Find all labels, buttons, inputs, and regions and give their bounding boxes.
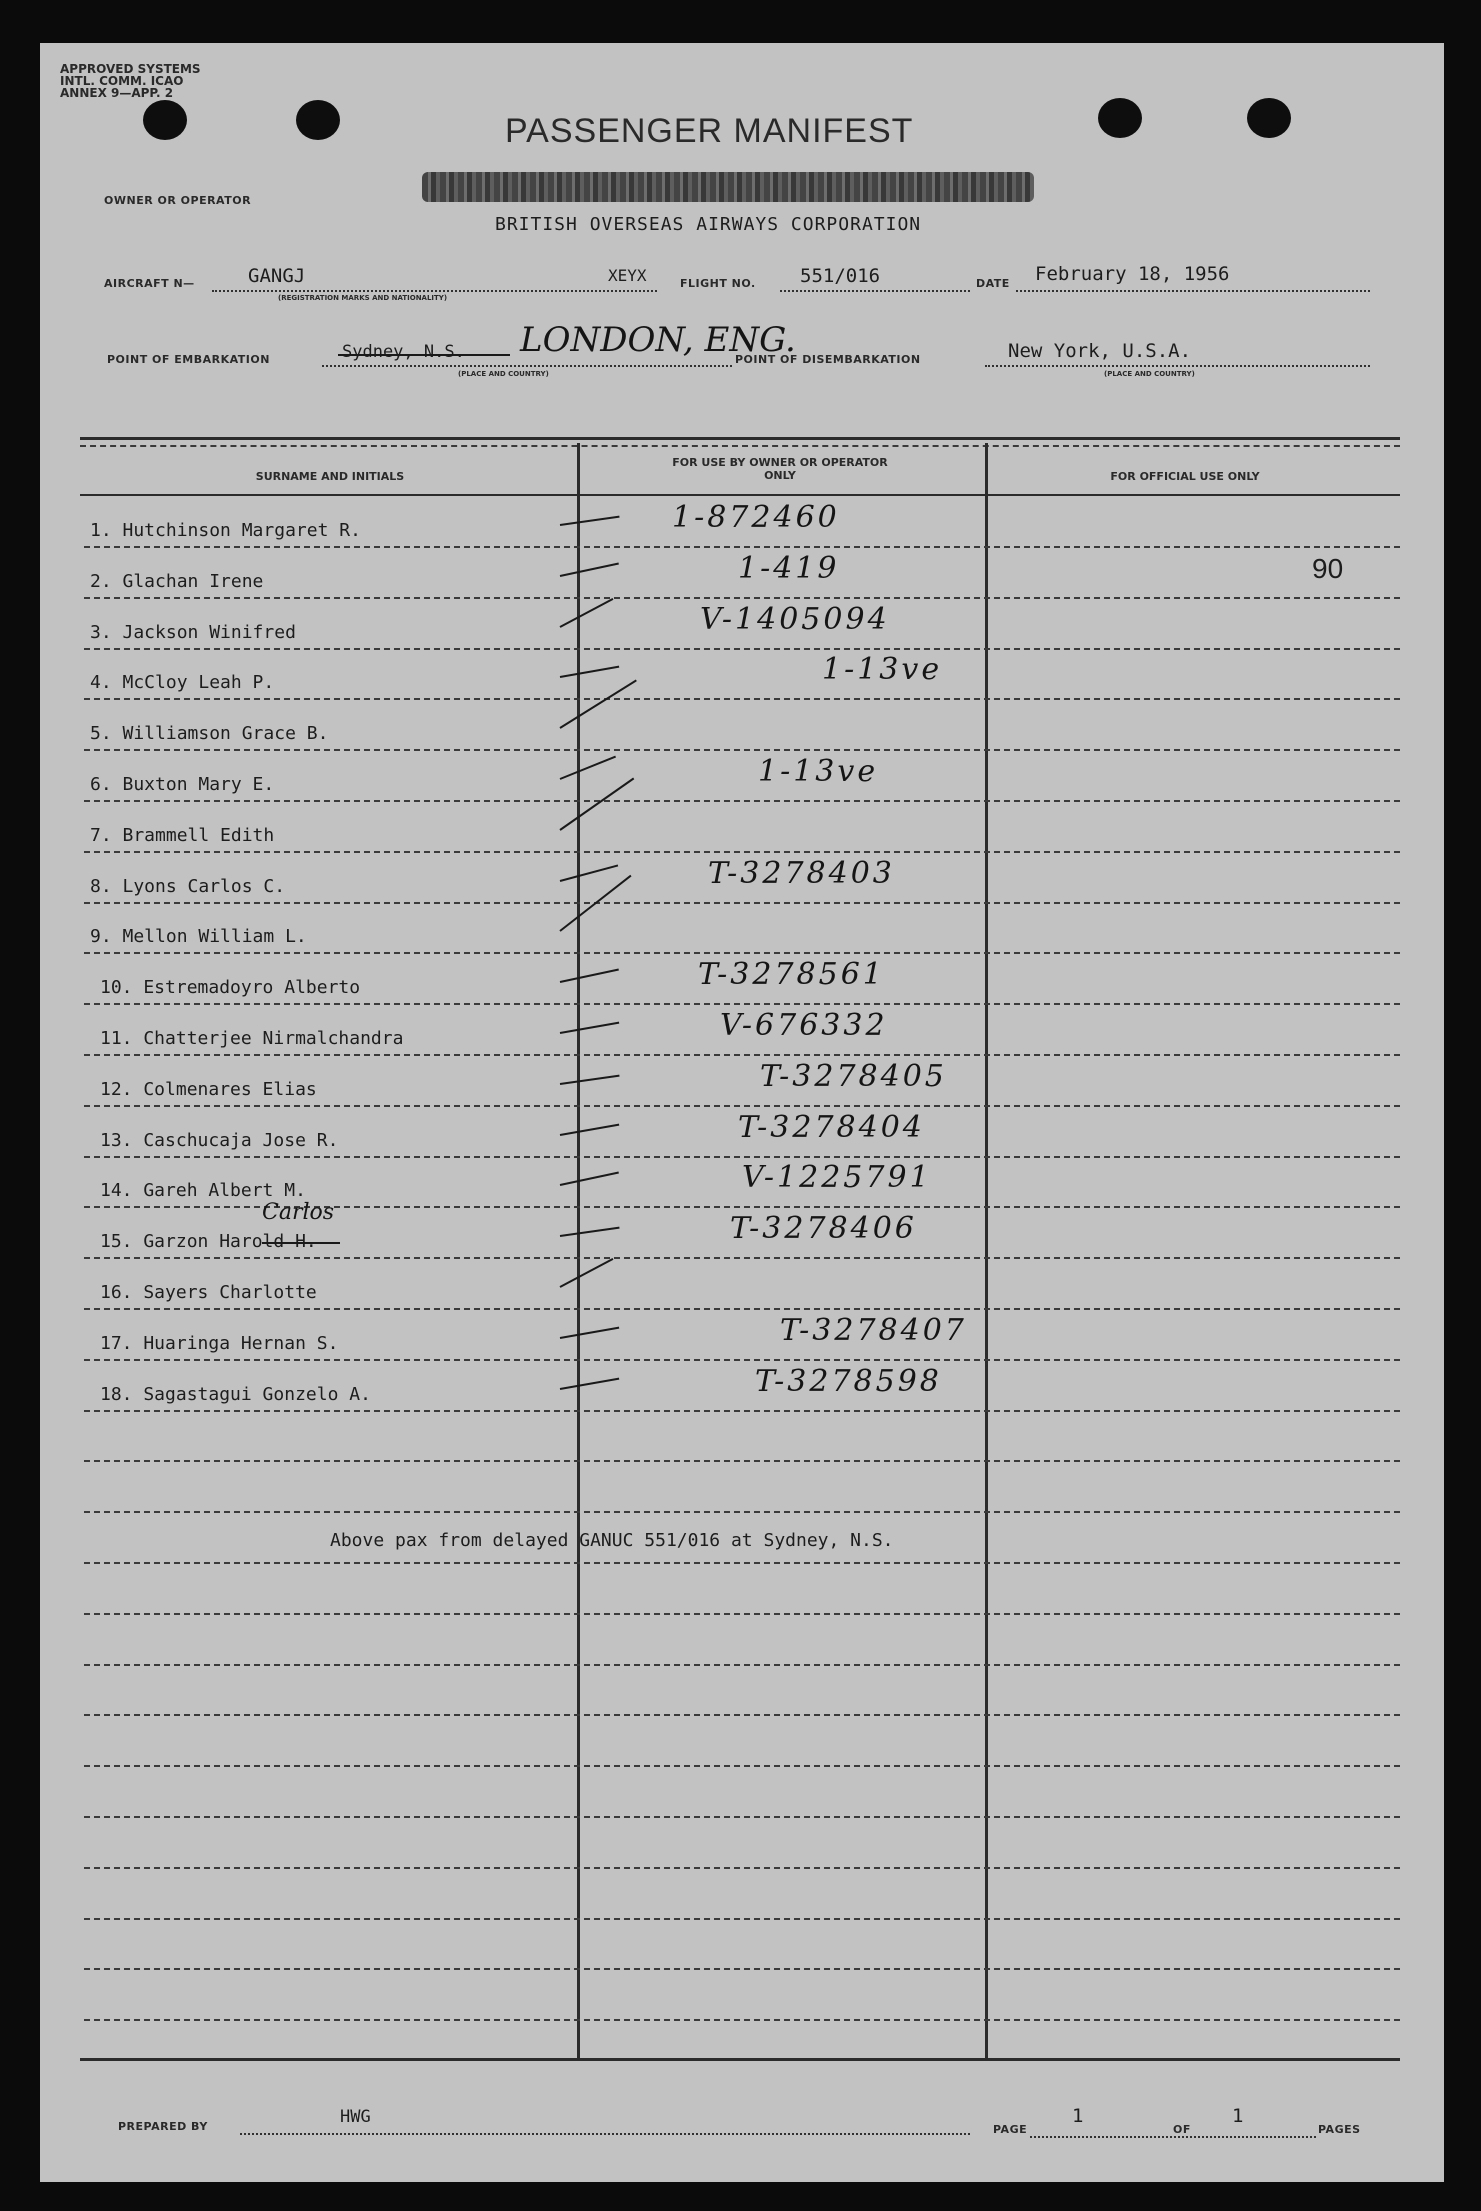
aircraft-extra: XEYX xyxy=(608,266,647,285)
of-label: OF xyxy=(1173,2123,1191,2136)
passenger-name: 18. Sagastagui Gonzelo A. xyxy=(100,1383,371,1405)
pages-label: PAGES xyxy=(1318,2123,1361,2136)
passenger-name: 3. Jackson Winifred xyxy=(90,621,296,643)
row-rule xyxy=(84,1054,1400,1056)
blank-rule xyxy=(84,1918,1400,1920)
row-rule xyxy=(84,902,1400,904)
owner-label: OWNER OR OPERATOR xyxy=(104,194,252,207)
passenger-name: 16. Sayers Charlotte xyxy=(100,1282,317,1303)
blank-rule xyxy=(84,1816,1400,1818)
flight-underline xyxy=(780,290,970,292)
ticket-number: 1-872460 xyxy=(672,500,840,535)
official-mark: 90 xyxy=(1312,552,1344,584)
harold-strikeout xyxy=(262,1242,340,1244)
blank-rule xyxy=(84,1867,1400,1869)
punch-hole-right xyxy=(1247,98,1291,138)
flight-label: FLIGHT NO. xyxy=(680,277,756,290)
column-header-official: FOR OFFICIAL USE ONLY xyxy=(1110,470,1260,483)
ticket-number: 1-419 xyxy=(738,550,840,586)
row-rule xyxy=(84,851,1400,853)
ticket-number: T-3278407 xyxy=(780,1312,967,1348)
embarkation-handwritten: LONDON, ENG. xyxy=(520,320,796,360)
form-title: PASSENGER MANIFEST xyxy=(505,112,914,150)
blank-rule xyxy=(84,1511,1400,1513)
passenger-name: 14. Gareh Albert M. xyxy=(100,1180,306,1202)
passenger-name: 13. Caschucaja Jose R. xyxy=(100,1129,339,1151)
flight-number: 551/016 xyxy=(800,265,881,287)
prepared-by: HWG xyxy=(340,2107,371,2127)
punch-hole-mid-left xyxy=(296,100,340,140)
prepared-label: PREPARED BY xyxy=(118,2120,208,2133)
ticket-number: V-1405094 xyxy=(700,601,890,637)
passenger-name: 7. Brammell Edith xyxy=(90,824,275,846)
embarkation-label: POINT OF EMBARKATION xyxy=(107,353,270,366)
ticket-number: T-3278403 xyxy=(708,855,895,891)
owner-name: BRITISH OVERSEAS AIRWAYS CORPORATION xyxy=(495,214,922,235)
table-top-rule xyxy=(80,437,1400,440)
passenger-name: 1. Hutchinson Margaret R. xyxy=(90,520,361,541)
date-label: DATE xyxy=(976,277,1010,290)
embarkation-strikeout xyxy=(338,354,510,356)
passenger-name: 10. Estremadoyro Alberto xyxy=(100,977,361,999)
page-label: PAGE xyxy=(993,2123,1028,2136)
row-rule xyxy=(84,546,1400,548)
row-rule xyxy=(84,1156,1400,1158)
row-rule xyxy=(84,1359,1400,1361)
passenger-name: 4. McCloy Leah P. xyxy=(90,672,275,694)
embarkation-underline xyxy=(322,365,732,367)
blank-rule xyxy=(84,1714,1400,1716)
ticket-number: 1-13ve xyxy=(758,754,879,789)
approval-stamp: APPROVED SYSTEMS INTL. COMM. ICAO ANNEX 9—APP. 2 xyxy=(60,62,201,100)
header-bottom-rule xyxy=(80,494,1400,496)
passenger-name: 15. Garzon Harold H. xyxy=(100,1231,317,1253)
blank-rule xyxy=(84,1664,1400,1666)
place-caption: (PLACE AND COUNTRY) xyxy=(458,370,549,378)
table-top-rule-2 xyxy=(80,445,1400,447)
redaction-mark xyxy=(422,172,1034,202)
aircraft-underline xyxy=(212,290,657,292)
blank-rule xyxy=(84,1562,1400,1564)
passenger-name: 17. Huaringa Hernan S. xyxy=(100,1332,339,1354)
row-rule xyxy=(84,648,1400,650)
blank-rule xyxy=(84,1613,1400,1615)
passenger-name: 6. Buxton Mary E. xyxy=(90,774,275,795)
blank-rule xyxy=(84,2019,1400,2021)
punch-hole-mid-right xyxy=(1098,98,1142,138)
date-underline xyxy=(1016,290,1370,292)
row-rule xyxy=(84,749,1400,751)
passenger-name: 11. Chatterjee Nirmalchandra xyxy=(100,1028,404,1049)
row-rule xyxy=(84,1257,1400,1259)
blank-rule xyxy=(84,1460,1400,1462)
ticket-number: T-3278406 xyxy=(730,1211,917,1247)
row-rule xyxy=(84,698,1400,700)
blank-rule xyxy=(84,1968,1400,1970)
passenger-name: 8. Lyons Carlos C. xyxy=(90,875,286,897)
delayed-pax-note: Above pax from delayed GANUC 551/016 at Sydney, N.S. xyxy=(330,1530,894,1551)
page-number: 1 xyxy=(1072,2105,1084,2127)
disembarkation-underline xyxy=(985,365,1370,367)
aircraft-label: AIRCRAFT N— xyxy=(104,277,195,290)
disembarkation: New York, U.S.A. xyxy=(1008,340,1192,362)
footer-top-rule xyxy=(80,2058,1400,2061)
correction-carlos: Carlos xyxy=(262,1200,335,1225)
row-rule xyxy=(84,1410,1400,1412)
row-rule xyxy=(84,597,1400,599)
row-rule xyxy=(84,952,1400,954)
ticket-number: T-3278561 xyxy=(698,957,885,993)
ticket-number: V-676332 xyxy=(720,1008,888,1043)
column-header-name: SURNAME AND INITIALS xyxy=(255,470,405,483)
registration-caption: (REGISTRATION MARKS AND NATIONALITY) xyxy=(278,294,448,302)
aircraft-registration: GANGJ xyxy=(248,265,306,287)
ticket-number: T-3278598 xyxy=(755,1363,942,1399)
disembarkation-label: POINT OF DISEMBARKATION xyxy=(735,353,921,366)
row-rule xyxy=(84,1105,1400,1107)
passenger-name: 5. Williamson Grace B. xyxy=(90,723,329,745)
ticket-number: 1-13ve xyxy=(822,652,943,688)
passenger-name: 2. Glachan Irene xyxy=(90,570,264,592)
blank-rule xyxy=(84,1765,1400,1767)
embarkation-struck: Sydney, N.S. xyxy=(342,342,465,362)
page-total: 1 xyxy=(1232,2105,1244,2127)
passenger-name: 12. Colmenares Elias xyxy=(100,1078,317,1100)
flight-date: February 18, 1956 xyxy=(1035,263,1230,285)
row-rule xyxy=(84,800,1400,802)
ticket-number: T-3278404 xyxy=(738,1109,925,1145)
ticket-number: V-1225791 xyxy=(742,1160,932,1196)
passenger-name: 9. Mellon William L. xyxy=(90,926,307,948)
column-header-owner: FOR USE BY OWNER OR OPERATOR ONLY xyxy=(672,456,888,482)
prepared-underline xyxy=(240,2133,970,2135)
place-caption-2: (PLACE AND COUNTRY) xyxy=(1104,370,1195,378)
page-underline xyxy=(1030,2136,1316,2138)
punch-hole-left xyxy=(143,100,187,140)
ticket-number: T-3278405 xyxy=(760,1058,947,1094)
row-rule xyxy=(84,1003,1400,1005)
row-rule xyxy=(84,1308,1400,1310)
